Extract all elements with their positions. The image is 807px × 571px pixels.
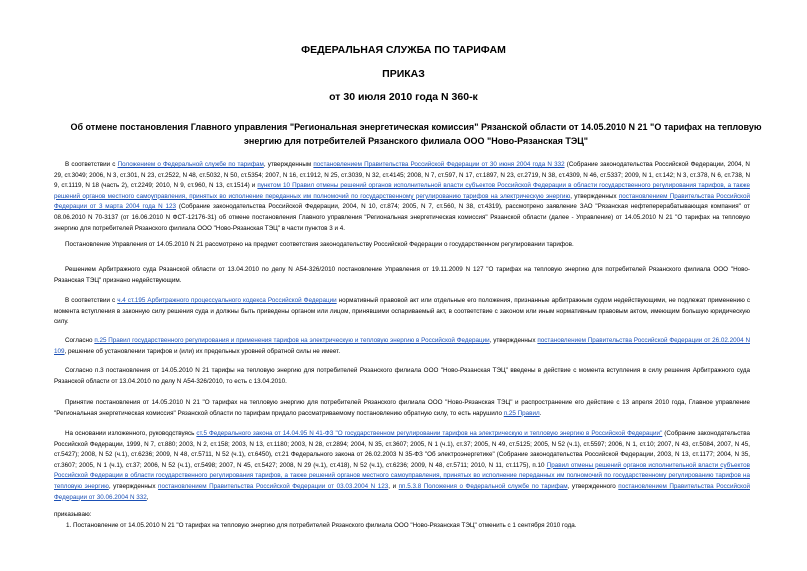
paragraph-basis: В соответствии с Положением о Федеральной службе по тарифам, утвержденным постановлением Правительства Российской Федерации от 30 июня 2004 года N 332 (Собрание законодательства Российской Федерации, 2004, N 29, ст.3049; 2006, N 3, ст.301, N 23, ст.2522, N 48, ст.5032, N 50, ст.5354; 2007, N 16, ст.1912, N 25, ст.3039, N 32, ст.4145; 2008, N 7, ст.597, N 17, ст.1897, N 23, ст.2719, N 38, ст.4309, N 46, ст.5337; 2009, N 1, ст.142; N 3, ст.378, N 6, ст.738, N 9, ст.1119, N 18 (часть 2), ст.2249; 2010, N 9, ст.960, N 13, ст.1514) и пунктом 10 Правил отмены решений органов исполнительной власти субъектов Российской Федерации в области государственного регулирования тарифов, а также решений органов местного самоуправления, принятых во исполнение переданных им полномочий по государственному регулированию тарифов на электрическую энергию, утвержденных постановлением Правительства Российской Федерации от 3 марта 2004 года N 123 (Собрание законодательства Российской Федерации, 2004, N 10, ст.874; 2005, N 7, ст.560, N 38, ст.4319), рассмотрено заявление ЗАО "Рязанская нефтеперерабатывающая компания" от 08.06.2010 N 70-3137 (от 16.06.2010 N ФСТ-12176-31) об отмене постановления Главного управления "Региональная энергетическая комиссия" Рязанской области (далее - Управление) от 14.05.2010 N 21 "О тарифах на тепловую энергию для потребителей Рязанского филиала ООО "Ново-Рязанская ТЭЦ" в части пунктов 3 и 4. xyxy=(54,161,751,232)
paragraph-review: Постановление Управления от 14.05.2010 N 21 рассмотрено на предмет соответствия законодательству Российской Федерации о государственном регулировании тарифов. xyxy=(65,241,574,248)
date-number-heading: от 30 июля 2010 года N 360-к xyxy=(329,91,478,103)
paragraph-court-decision: Решением Арбитражного суда Рязанской области от 13.04.2010 по делу N А54-326/2010 постановление Управления от 19.11.2009 N 127 "О тарифах на тепловую энергию для потребителей Рязанского филиала ООО "Ново-Рязанская ТЭЦ" признано недействующим. xyxy=(54,266,750,284)
paragraph-grounds: На основании изложенного, руководствуясь ст.5 Федерального закона от 14.04.95 N 41-ФЗ "О государственном регулировании тарифов на электрическую и тепловую энергию в Российской Федерации" (Собрание законодательства Российской Федерации, 1999, N 7, ст.880; 2003, N 2, ст.158; 2003, N 13, ст.1180; 2003, N 28, ст.2894; 2004, N 35, ст.3607; 2005, N 1 (ч.1), ст.37; 2005, N 49, ст.5125; 2005, N 52 (ч.1), ст.5597; 2006, N 1, ст.10; 2007, N 43, ст.5084, 2007, N 45, ст.5427); 2008, N 52 (ч.1), ст.6236; 2009, N 48, ст.5711, N 52 (ч.1), ст.6450), ст.21 Федерального закона от 26.02.2003 N 35-ФЗ "Об электроэнергетике" (Собрание законодательства Российской Федерации, 2003, N 13, ст.1177; 2004, N 35, ст.3607; 2005, N 1 (ч.1), ст.37; 2006, N 52 (ч.1), ст.5498; 2007, N 45, ст.5427; 2008, N 29 (ч.1), ст.418), N 52 (ч.1), ст.6236; 2009, N 48, ст.5711; 2010, N 11, ст.1175), п.10 Правил отмены решений органов исполнительной власти субъектов Российской Федерации в области государственного регулирования тарифов, а также решений органов местного самоуправления, принятых во исполнение переданных им полномочий по государственному регулированию тарифов на тепловую энергию, утвержденных постановлением Правительства Российской Федерации от 03.03.2004 N 123, и пп.5.3.8 Положения о Федеральной службе по тарифам, утвержденного постановлением Правительства Российской Федерации от 30.06.2004 N 332, xyxy=(54,430,751,501)
agency-heading: ФЕДЕРАЛЬНАЯ СЛУЖБА ПО ТАРИФАМ xyxy=(301,44,506,56)
paragraph-tariff-effect: Согласно п.3 постановления от 14.05.2010 N 21 тарифы на тепловую энергию для потребителей Рязанского филиала ООО "Ново-Рязанская ТЭЦ" введены в действие с момента вступления в силу решения Арбитражного суда Рязанской области от 13.04.2010 по делу N А54-326/2010, то есть с 13.04.2010. xyxy=(54,367,750,385)
link-fst-regulation-538[interactable]: пп.5.3.8 Положения о Федеральной службе по тарифам xyxy=(398,482,568,490)
doc-type-heading: ПРИКАЗ xyxy=(382,68,425,80)
link-resolution-332[interactable]: постановлением Правительства Российской Федерации от 30 июня 2004 года N 332 xyxy=(313,161,565,168)
paragraph-apk: В соответствии с ч.4 ст.195 Арбитражного процессуального кодекса Российской Федерации нормативный правовой акт или отдельные его положения, признанные арбитражным судом недействующими, не подлежат применению с момента вступления в законную силу решения суда и должны быть приведены органом или лицом, принявшими оспариваемый акт, в соответствие с законом или иным нормативным правовым актом, имеющим большую юридическую силу. xyxy=(54,297,750,326)
link-resolution-332-b[interactable]: постановлением Правительства Российской Федерации от 30.06.2004 N 332 xyxy=(54,482,750,501)
link-resolution-123[interactable]: постановлением Правительства Российской Федерации от 3 марта 2004 года N 123 xyxy=(54,192,751,211)
link-resolution-109[interactable]: постановлением Правительства Российской Федерации от 26.02.2004 N 109 xyxy=(54,337,750,355)
link-rules-point-10[interactable]: пунктом 10 Правил отмены решений органов исполнительной власти субъектов Российской Федерации в области государственного регулирования тарифов, а также решений органов местного самоуправления, принятых во исполнение переданных им полномочий по государственному регулированию тарифов на электрическую энергию xyxy=(54,182,750,200)
link-rules-25[interactable]: п.25 Правил государственного регулирования и применения тарифов на электрическую и тепловую энергию в Российской Федерации xyxy=(94,337,490,344)
paragraph-rules-25: Согласно п.25 Правил государственного регулирования и применения тарифов на электрическую и тепловую энергию в Российской Федерации, утвержденных постановлением Правительства Российской Федерации от 26.02.2004 N 109, решение об установлении тарифов и (или) их предельных уровней обратной силы не имеет. xyxy=(54,337,750,355)
link-fst-regulation[interactable]: Положением о Федеральной службе по тарифам xyxy=(117,161,264,168)
link-resolution-123-b[interactable]: постановлением Правительства Российской Федерации от 03.03.2004 N 123 xyxy=(158,482,389,490)
link-apk-195[interactable]: ч.4 ст.195 Арбитражного процессуального кодекса Российской Федерации xyxy=(117,297,337,304)
link-cancellation-rules[interactable]: Правил отмены решений органов исполнительной власти субъектов Российской Федерации в области государственного регулирования тарифов, а также решений органов местного самоуправления, принятых во исполнение переданных им полномочий по государственному регулированию тарифов на тепловую энергию xyxy=(54,461,750,490)
order-word: приказываю: xyxy=(54,511,92,518)
link-law-41fz[interactable]: ст.5 Федерального закона от 14.04.95 N 41-ФЗ "О государственном регулировании тарифов на электрическую и тепловую энергию в Российской Федерации" xyxy=(196,430,663,437)
document-title: Об отмене постановления Главного управления "Региональная энергетическая комиссия" Рязанской области от 14.05.2010 N 21 "О тарифах на тепловую энергию для потребителей Рязанского филиала ООО "Ново-Рязанская ТЭЦ" xyxy=(70,122,762,146)
order-item-1: 1. Постановление от 14.05.2010 N 21 "О тарифах на тепловую энергию для потребителей Рязанского филиала ООО "Ново-Рязанская ТЭЦ" отменить с 1 сентября 2010 года. xyxy=(66,522,577,529)
link-rules-25-short[interactable]: п.25 Правил xyxy=(503,409,540,417)
paragraph-violation: Принятие постановления от 14.05.2010 N 21 "О тарифах на тепловую энергию для потребителей Рязанского филиала ООО "Ново-Рязанская ТЭЦ" и распространение его действие с 13 апреля 2010 года, Главное управление "Региональная энергетическая комиссия" Рязанской области по тарифам придало рассматриваемому постановлению обратную силу, то есть нарушило п.25 Правил. xyxy=(54,399,750,417)
